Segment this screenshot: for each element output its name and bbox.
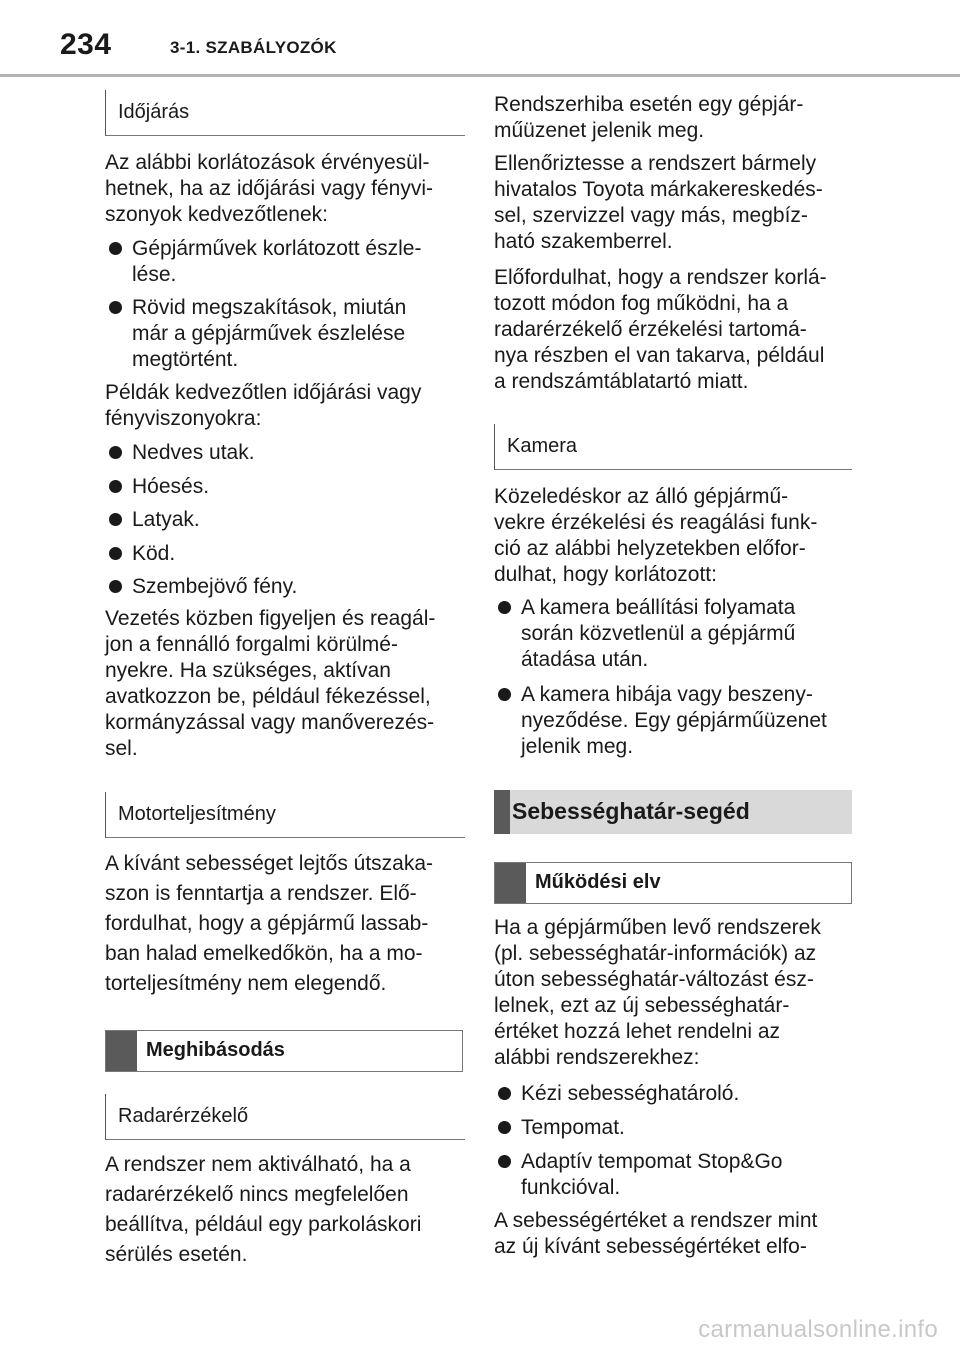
principle-paragraph: Ha a gépjárműben levő rendszerek (pl. sebességhatár-információk) az úton sebességhatár-változást ész- lelnek, ezt az új sebességhatár- értéket hozzá lehet rendelni az alábbi rendszerekhez: <box>494 916 821 1069</box>
subheading-motor: Motorteljesítmény <box>105 792 465 838</box>
subheading-radar: Radarérzékelő <box>105 1094 465 1140</box>
fault-paragraph: Rendszerhiba esetén egy gépjár- műüzenet jelenik meg. <box>494 93 804 142</box>
list-item: Hóesés. <box>105 474 209 500</box>
watermark: carmanualsonline.info <box>698 1316 938 1343</box>
camera-paragraph: Közeledéskor az álló gépjármű- vekre érzékelési és reagálási funk- ció az alábbi helyzetekben előfor- dulhat, hogy korlátozott: <box>494 485 818 586</box>
list-item: Latyak. <box>105 507 200 533</box>
list-item: Adaptív tempomat Stop&Go funkcióval. <box>494 1149 782 1201</box>
subheading-kamera: Kamera <box>494 424 852 470</box>
limited-paragraph: Előfordulhat, hogy a rendszer korlá- tozott módon fog működni, ha a radarérzékelő érzékelési tartomá- nya részben el van takarva, például a rendszámtáblatartó miatt. <box>494 266 827 393</box>
list-item: Szembejövő fény. <box>105 574 297 600</box>
heading-bar-marker <box>106 1031 137 1071</box>
final-paragraph: A sebességértéket a rendszer mint az új kívánt sebességértéket elfo- <box>494 1209 818 1258</box>
section-title: 3-1. SZABÁLYOZÓK <box>170 38 337 57</box>
list-item: Nedves utak. <box>105 440 255 466</box>
check-paragraph: Ellenőriztesse a rendszert bármely hivatalos Toyota márkakereskedés- sel, szervizzel vagy más, megbíz- ható szakemberrel. <box>494 152 823 253</box>
list-item: Köd. <box>105 541 175 567</box>
subheading-idojaras: Időjárás <box>105 90 465 136</box>
heading-bar-marker <box>495 863 526 903</box>
list-item: A kamera hibája vagy beszeny- nyeződése. Egy gépjárműüzenet jelenik meg. <box>494 682 827 760</box>
driving-paragraph: Vezetés közben figyeljen és reagál- jon a fennálló forgalmi körülmé- nyekre. Ha szükséges, aktívan avatkozzon be, például fékezéssel, kormányzással vagy manőverezés- sel. <box>105 607 436 760</box>
list-item: Tempomat. <box>494 1115 625 1141</box>
list-item: Rövid megszakítások, miután már a gépjárművek észlelése megtörtént. <box>105 295 406 373</box>
header-divider <box>0 74 960 77</box>
page-header <box>0 0 960 80</box>
section-heading-sebessеghatar: Sebességhatár-segéd <box>494 790 852 834</box>
examples-paragraph: Példák kedvezőtlen időjárási vagy fényviszonyokra: <box>105 381 422 430</box>
heading-bar-meghibasodas: Meghibásodás <box>105 1030 463 1072</box>
radar-paragraph: A rendszer nem aktiválható, ha a radarérzékelő nincs megfelelően beállítva, például egy parkoláskori sérülés esetén. <box>105 1153 422 1266</box>
list-item: A kamera beállítási folyamata során közvetlenül a gépjármű átadása után. <box>494 595 795 673</box>
list-item: Kézi sebességhatároló. <box>494 1081 739 1107</box>
heading-bar-mukodesi-elv: Működési elv <box>494 862 852 904</box>
intro-paragraph: Az alábbi korlátozások érvényesül- hetnek, ha az időjárási vagy fényvi- szonyok kedvezőtlenek: <box>105 151 434 226</box>
motor-paragraph: A kívánt sebességet lejtős útszaka- szon is fenntartja a rendszer. Elő- fordulhat, hogy a gépjármű lassab- ban halad emelkedőkön, ha a mo- torteljesítmény nem elegendő. <box>105 852 434 995</box>
page-number: 234 <box>60 28 112 61</box>
list-item: Gépjárművek korlátozott észle- lése. <box>105 236 421 288</box>
